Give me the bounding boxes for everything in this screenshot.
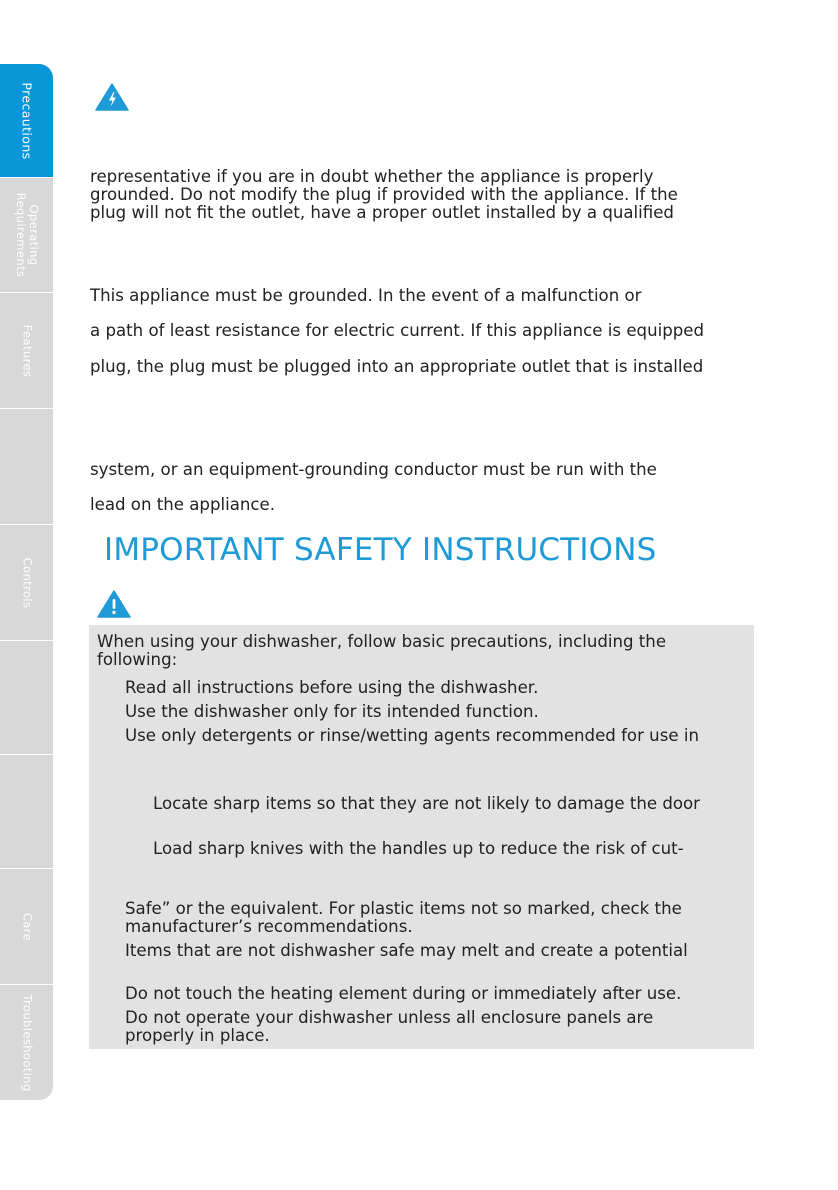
grounding-text-line-8: lead on the appliance. [90, 495, 275, 514]
side-tab-bar [0, 64, 53, 1100]
tab-operating-requirements[interactable] [0, 178, 53, 293]
tab-operating-requirements-label [14, 193, 40, 278]
grounding-text-line-7: system, or an equipment-grounding conductor must be run with the [90, 460, 657, 479]
grounding-text-line-2: grounded. Do not modify the plug if provided with the appliance. If the [90, 185, 678, 204]
box-item: Items that are not dishwasher safe may melt and create a potential [125, 941, 688, 960]
tab-features[interactable] [0, 293, 53, 409]
electric-warning-icon [95, 83, 129, 111]
box-item: Do not touch the heating element during or immediately after use. [125, 984, 682, 1003]
grounding-text-line-4: This appliance must be grounded. In the event of a malfunction or [90, 286, 642, 305]
box-item: properly in place. [125, 1026, 270, 1045]
box-item: Load sharp knives with the handles up to reduce the risk of cut- [153, 839, 684, 858]
box-item: Use only detergents or rinse/wetting agents recommended for use in [125, 726, 699, 745]
tab-features-label: Features [20, 324, 34, 377]
box-item: Read all instructions before using the dishwasher. [125, 678, 539, 697]
tab-operating-line2: Requirements [13, 192, 28, 278]
tab-operating-line1: Operating [26, 204, 41, 266]
grounding-text-line-6: plug, the plug must be plugged into an appropriate outlet that is installed [90, 357, 704, 376]
tab-precautions[interactable] [0, 64, 53, 178]
tab-precautions-label: Precautions [19, 81, 34, 160]
tab-blank-3[interactable] [0, 755, 53, 869]
tab-controls-label: Controls [20, 557, 34, 608]
box-item: Locate sharp items so that they are not likely to damage the door [153, 794, 700, 813]
box-intro-line-2: following: [97, 650, 178, 669]
grounding-text-line-1: representative if you are in doubt whether the appliance is properly [90, 167, 654, 186]
grounding-text-line-5: a path of least resistance for electric current. If this appliance is equipped [90, 321, 705, 340]
tab-controls[interactable] [0, 525, 53, 641]
box-item: Use the dishwasher only for its intended function. [125, 702, 539, 721]
tab-troubleshooting[interactable] [0, 985, 53, 1100]
tab-blank-2[interactable] [0, 641, 53, 755]
safety-instructions-heading: IMPORTANT SAFETY INSTRUCTIONS [104, 532, 657, 568]
tab-care[interactable] [0, 869, 53, 985]
grounding-text-line-3: plug will not fit the outlet, have a proper outlet installed by a qualified [90, 203, 674, 222]
tab-troubleshooting-label: Troubleshooting [20, 993, 34, 1092]
caution-warning-icon [97, 590, 131, 618]
box-intro-line-1: When using your dishwasher, follow basic precautions, including the [97, 632, 667, 651]
box-item: Do not operate your dishwasher unless all enclosure panels are [125, 1008, 654, 1027]
box-item: Safe” or the equivalent. For plastic items not so marked, check the [125, 899, 682, 918]
tab-blank-1[interactable] [0, 409, 53, 525]
tab-care-label: Care [20, 912, 34, 941]
precautions-box [89, 625, 754, 1049]
box-item: manufacturer’s recommendations. [125, 917, 413, 936]
